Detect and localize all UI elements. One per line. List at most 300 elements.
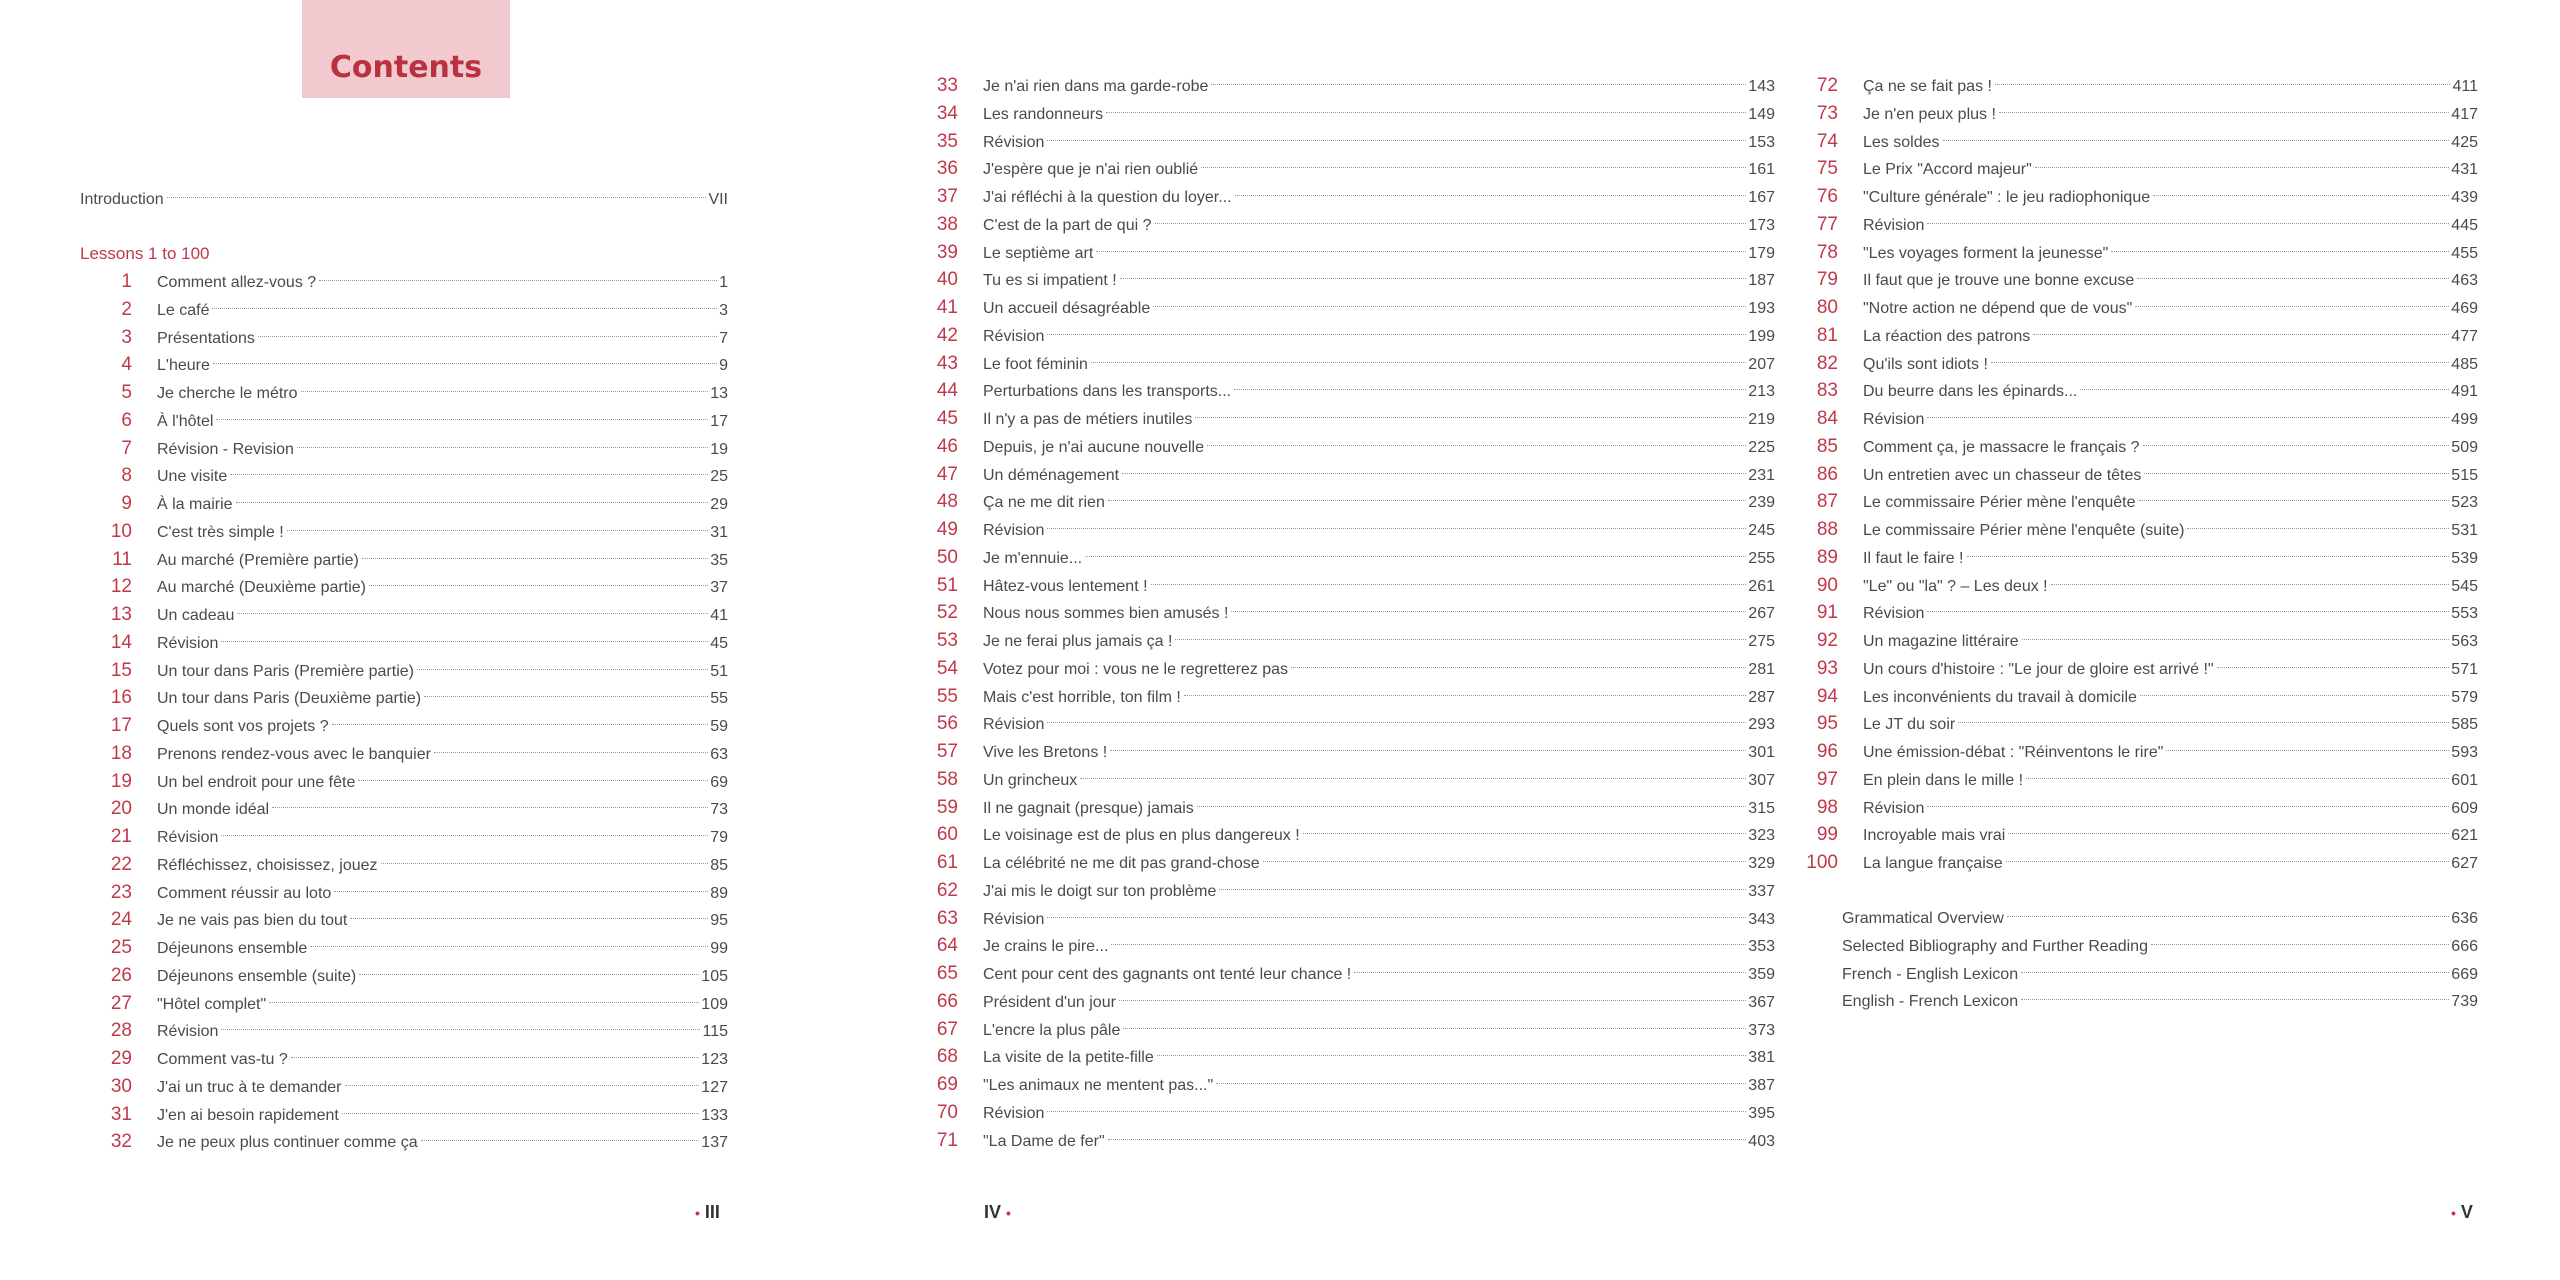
lesson-entry[interactable] (906, 544, 1775, 572)
lesson-number: 44 (936, 380, 958, 402)
lesson-entry[interactable] (80, 296, 728, 324)
dot-leader (1219, 889, 1746, 890)
dot-leader (1085, 556, 1746, 557)
back-matter-title: French - English Lexicon (1842, 965, 2019, 983)
dot-leader (221, 835, 708, 836)
lesson-entry[interactable] (1786, 683, 2478, 711)
lesson-entry[interactable] (80, 324, 728, 352)
back-matter-title: Grammatical Overview (1842, 910, 2004, 927)
lesson-entry[interactable] (906, 960, 1775, 988)
lesson-number: 76 (1816, 186, 1838, 207)
lesson-page: 329 (1748, 855, 1775, 872)
lesson-number: 1 (121, 271, 132, 292)
lesson-page: 373 (1748, 1021, 1775, 1039)
lesson-page: 153 (1748, 133, 1775, 151)
lesson-title: "Hôtel complet" (157, 995, 267, 1013)
lesson-entry[interactable] (80, 906, 728, 934)
lesson-number: 53 (936, 630, 958, 651)
dot-leader (2022, 639, 2450, 640)
lesson-page: 63 (710, 745, 728, 763)
dot-leader (1927, 806, 2449, 807)
dot-leader (358, 780, 708, 781)
dot-leader (2217, 667, 2450, 668)
lesson-page: 143 (1748, 78, 1775, 95)
lesson-entry[interactable] (1786, 821, 2478, 849)
dot-leader (350, 918, 708, 919)
lesson-entry[interactable] (80, 795, 728, 823)
lesson-page: 417 (2451, 105, 2478, 123)
lesson-entry[interactable] (1786, 405, 2478, 433)
lesson-number: 63 (936, 907, 958, 929)
lesson-number: 40 (936, 269, 958, 291)
lesson-entry[interactable] (1786, 100, 2478, 128)
lesson-page: 353 (1748, 938, 1775, 956)
dot-leader (417, 669, 708, 670)
lesson-page: 571 (2451, 660, 2478, 678)
lesson-number: 24 (110, 909, 132, 931)
lesson-entry[interactable] (80, 573, 728, 601)
lesson-title: Révision (983, 327, 1045, 345)
lesson-entry[interactable] (80, 629, 728, 657)
dot-leader (1047, 528, 1746, 529)
lesson-entry[interactable] (906, 849, 1775, 877)
lesson-page: 287 (1748, 688, 1775, 706)
dot-leader (1234, 389, 1746, 390)
lesson-entry[interactable] (80, 490, 728, 518)
lesson-entry[interactable] (906, 1043, 1775, 1071)
dot-leader (1999, 112, 2449, 113)
dot-leader (2151, 944, 2449, 945)
lesson-title: Un déménagement (983, 466, 1120, 484)
lesson-page: 95 (710, 912, 728, 930)
lesson-page: 115 (702, 1023, 728, 1041)
dot-leader (2144, 473, 2449, 474)
back-matter-page: 739 (2451, 993, 2478, 1011)
lesson-entry[interactable] (906, 461, 1775, 489)
lesson-page: 149 (1748, 105, 1775, 123)
lesson-entry[interactable] (80, 601, 728, 629)
lesson-number: 64 (936, 935, 958, 957)
lesson-title: "La Dame de fer" (983, 1132, 1105, 1150)
lesson-page: 127 (701, 1078, 728, 1096)
lesson-page: 337 (1748, 882, 1775, 900)
lesson-number: 3 (121, 326, 132, 348)
lesson-entry[interactable] (80, 435, 728, 463)
lesson-title: "Les voyages forment la jeunesse" (1863, 244, 2109, 262)
lesson-entry[interactable] (80, 351, 728, 379)
lesson-entry[interactable] (1786, 322, 2478, 350)
lesson-title: Un bel endroit pour une fête (157, 773, 356, 791)
lesson-number: 15 (110, 659, 132, 681)
lesson-entry[interactable] (80, 879, 728, 907)
lesson-number: 18 (110, 742, 132, 764)
back-matter-entry[interactable] (1842, 933, 2478, 961)
lesson-number: 57 (936, 741, 958, 762)
lesson-number: 82 (1816, 352, 1838, 374)
lesson-entry[interactable] (1786, 183, 2478, 211)
lesson-page: 307 (1748, 771, 1775, 789)
dot-leader (1927, 223, 2449, 224)
lesson-entry[interactable] (1786, 377, 2478, 405)
lesson-entry[interactable] (80, 934, 728, 962)
lesson-entry[interactable] (1786, 794, 2478, 822)
lesson-entry[interactable] (80, 823, 728, 851)
lesson-entry[interactable] (906, 572, 1775, 600)
dot-leader (1080, 778, 1746, 779)
lesson-page: 31 (710, 523, 728, 541)
lesson-page: 45 (710, 634, 728, 652)
lesson-title: Je m'ennuie... (983, 549, 1083, 567)
lesson-number: 98 (1816, 796, 1838, 818)
lesson-title: Un entretien avec un chasseur de têtes (1863, 466, 2142, 484)
lesson-entry[interactable] (1786, 516, 2478, 544)
lesson-entry[interactable] (906, 405, 1775, 433)
lesson-page: 207 (1748, 355, 1775, 373)
lesson-entry[interactable] (80, 684, 728, 712)
lesson-entry[interactable] (80, 379, 728, 407)
lesson-entry[interactable] (1786, 738, 2478, 766)
dot-leader (2007, 916, 2449, 917)
lesson-entry[interactable] (906, 322, 1775, 350)
lesson-title: Le JT du soir (1863, 716, 1956, 734)
dot-leader (1184, 695, 1747, 696)
lesson-entry[interactable] (80, 268, 728, 296)
lesson-page: 381 (1748, 1049, 1775, 1067)
lesson-entry[interactable] (906, 183, 1775, 211)
lesson-title: Déjeunons ensemble (suite) (157, 967, 357, 985)
lesson-entry[interactable] (906, 932, 1775, 960)
lesson-entry[interactable] (906, 516, 1775, 544)
lesson-page: 315 (1748, 799, 1775, 817)
lesson-number: 19 (110, 770, 132, 792)
lesson-number: 26 (110, 964, 132, 986)
lesson-entry[interactable] (1786, 239, 2478, 267)
lesson-title: À la mairie (157, 496, 233, 513)
lesson-title: Révision (1863, 605, 1925, 623)
lesson-number: 35 (936, 130, 958, 152)
lesson-entry[interactable] (80, 851, 728, 879)
lesson-entry[interactable] (906, 211, 1775, 239)
lesson-number: 13 (110, 604, 132, 625)
dot-leader (297, 447, 708, 448)
lesson-page: 395 (1748, 1104, 1775, 1122)
lesson-entry[interactable] (80, 407, 728, 435)
lesson-number: 77 (1816, 213, 1838, 235)
lesson-entry[interactable] (906, 627, 1775, 655)
folio-number: IV (984, 1202, 1002, 1222)
lesson-title: Au marché (Première partie) (157, 551, 359, 569)
lesson-number: 14 (110, 631, 132, 653)
lesson-page: 491 (2451, 383, 2478, 401)
lesson-number: 8 (121, 465, 132, 487)
lesson-entry[interactable] (80, 1017, 728, 1045)
lesson-page: 387 (1748, 1077, 1775, 1094)
dot-leader (301, 391, 709, 392)
lesson-page: 515 (2451, 466, 2478, 484)
page-right (1706, 0, 2560, 1280)
dot-leader (1047, 917, 1746, 918)
lesson-page: 25 (710, 468, 728, 486)
dot-leader (216, 419, 708, 420)
lesson-entry[interactable] (1786, 461, 2478, 489)
lesson-number: 22 (110, 853, 132, 875)
lesson-page: 539 (2451, 549, 2478, 567)
lesson-title: Présentations (157, 329, 255, 347)
dot-leader (1153, 306, 1746, 307)
lesson-page: 173 (1748, 216, 1775, 234)
lesson-entry[interactable] (80, 546, 728, 574)
lesson-entry[interactable] (1786, 294, 2478, 322)
lesson-entry[interactable] (80, 768, 728, 796)
lesson-entry[interactable] (906, 100, 1775, 128)
dot-leader (1927, 417, 2449, 418)
lesson-number: 87 (1816, 491, 1838, 513)
lesson-entry[interactable] (906, 488, 1775, 516)
lesson-number: 83 (1816, 380, 1838, 402)
lesson-page: 275 (1748, 633, 1775, 650)
lesson-entry[interactable] (1786, 128, 2478, 156)
lesson-entry[interactable] (906, 72, 1775, 100)
dot-leader (287, 530, 709, 531)
lesson-page: 563 (2451, 633, 2478, 650)
back-matter-page: 669 (2451, 965, 2478, 983)
lesson-page: 137 (701, 1134, 728, 1152)
lesson-page: 439 (2451, 189, 2478, 206)
lesson-number: 30 (110, 1075, 132, 1097)
dot-leader (319, 280, 717, 281)
lesson-page: 445 (2451, 216, 2478, 234)
lesson-page: 261 (1748, 577, 1775, 595)
lesson-entry[interactable] (80, 462, 728, 490)
lesson-entry[interactable] (906, 738, 1775, 766)
lesson-title: "Les animaux ne mentent pas..." (983, 1077, 1214, 1094)
back-matter-entry[interactable] (1842, 961, 2478, 989)
lesson-title: Je n'ai rien dans ma garde-robe (983, 78, 1209, 95)
lesson-title: Un magazine littéraire (1863, 633, 2019, 650)
back-matter-entry[interactable] (1842, 988, 2478, 1016)
dot-leader (381, 863, 709, 864)
lesson-entry[interactable] (80, 740, 728, 768)
dot-leader (291, 1057, 700, 1058)
back-matter-page: 666 (2451, 937, 2478, 955)
lesson-entry[interactable] (1786, 766, 2478, 794)
lesson-title: Qu'ils sont idiots ! (1863, 355, 1988, 373)
lesson-entry[interactable] (80, 518, 728, 546)
lesson-number: 20 (110, 798, 132, 820)
introduction-entry[interactable] (80, 186, 728, 214)
lesson-title: Un tour dans Paris (Deuxième partie) (157, 690, 422, 708)
lesson-number: 2 (121, 298, 132, 320)
lesson-page: 55 (710, 690, 728, 708)
lesson-title: Un grincheux (983, 771, 1078, 789)
lesson-entry[interactable] (906, 988, 1775, 1016)
lesson-entry[interactable] (1786, 655, 2478, 683)
lesson-number: 36 (936, 158, 958, 180)
back-matter-title: Selected Bibliography and Further Reading (1842, 937, 2148, 955)
dot-leader (1047, 140, 1746, 141)
lesson-entry[interactable] (906, 1099, 1775, 1127)
lesson-entry[interactable] (80, 1101, 728, 1129)
lesson-entry[interactable] (906, 266, 1775, 294)
lesson-number: 86 (1816, 463, 1838, 485)
lesson-title: Je n'en peux plus ! (1863, 105, 1996, 123)
lesson-title: Depuis, je n'ai aucune nouvelle (983, 438, 1204, 456)
lesson-page: 301 (1748, 744, 1775, 761)
lesson-entry[interactable] (80, 657, 728, 685)
folio-bullet: • (1006, 1205, 1011, 1221)
lesson-title: Déjeunons ensemble (157, 940, 308, 957)
dot-leader (2035, 167, 2450, 168)
dot-leader (1216, 1083, 1746, 1084)
lesson-entry[interactable] (906, 710, 1775, 738)
lesson-number: 90 (1816, 574, 1838, 596)
lesson-entry[interactable] (1786, 599, 2478, 627)
dot-leader (2111, 251, 2449, 252)
lesson-number: 96 (1816, 741, 1838, 762)
lesson-number: 70 (936, 1101, 958, 1123)
lesson-number: 75 (1816, 158, 1838, 180)
back-matter-title: English - French Lexicon (1842, 993, 2019, 1011)
lesson-entry[interactable] (906, 155, 1775, 183)
lesson-page: 219 (1748, 411, 1775, 428)
lesson-entry[interactable] (906, 794, 1775, 822)
lesson-title: Mais c'est horrible, ton film ! (983, 688, 1181, 706)
lesson-number: 52 (936, 602, 958, 624)
lesson-entry[interactable] (906, 433, 1775, 461)
lesson-number: 43 (936, 352, 958, 374)
lesson-title: À l'hôtel (157, 412, 214, 430)
back-matter-page: 636 (2451, 910, 2478, 927)
lesson-number: 33 (936, 75, 958, 96)
dot-leader (1195, 417, 1746, 418)
lesson-title: L'encre la plus pâle (983, 1021, 1121, 1039)
lesson-title: Révision (157, 1023, 219, 1041)
lesson-entry[interactable] (906, 683, 1775, 711)
lesson-entry[interactable] (906, 905, 1775, 933)
page-title: Contents (329, 50, 483, 85)
lesson-title: J'ai mis le doigt sur ton problème (983, 882, 1217, 900)
lesson-title: J'en ai besoin rapidement (157, 1106, 339, 1124)
lesson-entry[interactable] (1786, 849, 2478, 877)
lesson-number: 4 (121, 354, 132, 376)
lesson-entry[interactable] (1786, 544, 2478, 572)
lesson-number: 49 (936, 519, 958, 540)
lesson-entry[interactable] (906, 877, 1775, 905)
lesson-page: 463 (2451, 272, 2478, 290)
lesson-entry[interactable] (1786, 266, 2478, 294)
dot-leader (2153, 195, 2449, 196)
lesson-entry[interactable] (1786, 627, 2478, 655)
lesson-title: Je ne ferai plus jamais ça ! (983, 633, 1173, 650)
lesson-entry[interactable] (906, 1127, 1775, 1155)
lesson-entry[interactable] (1786, 155, 2478, 183)
lesson-page: 35 (710, 551, 728, 569)
lesson-entry[interactable] (906, 599, 1775, 627)
lesson-page: 59 (710, 718, 728, 735)
lessons-section-label: Lessons 1 to 100 (80, 244, 210, 263)
dot-leader (369, 585, 708, 586)
page-number-right (2451, 1202, 2473, 1223)
lesson-title: En plein dans le mille ! (1863, 771, 2024, 789)
lesson-title: Je ne peux plus continuer comme ça (157, 1134, 418, 1152)
lesson-entry[interactable] (80, 962, 728, 990)
lesson-title: Les inconvénients du travail à domicile (1863, 688, 2137, 706)
lesson-entry[interactable] (906, 350, 1775, 378)
lesson-number: 54 (936, 657, 958, 679)
lesson-number: 50 (936, 546, 958, 568)
lesson-entry[interactable] (1786, 488, 2478, 516)
lesson-page: 109 (701, 995, 728, 1013)
dot-leader (334, 891, 708, 892)
dot-leader (359, 974, 699, 975)
lesson-entry[interactable] (1786, 710, 2478, 738)
lesson-title: L'heure (157, 357, 210, 375)
lesson-number: 55 (936, 685, 958, 707)
dot-leader (1263, 861, 1747, 862)
lesson-entry[interactable] (906, 294, 1775, 322)
lesson-number: 41 (936, 297, 958, 318)
lesson-title: Je ne vais pas bien du tout (157, 912, 348, 930)
lesson-page: 99 (710, 940, 728, 957)
lesson-entry[interactable] (906, 766, 1775, 794)
lesson-number: 45 (936, 408, 958, 429)
lesson-number: 6 (121, 409, 132, 431)
lesson-entry[interactable] (906, 377, 1775, 405)
lesson-entry[interactable] (1786, 572, 2478, 600)
lesson-number: 12 (110, 576, 132, 598)
dot-leader (1108, 500, 1746, 501)
lesson-title: Révision (1863, 411, 1925, 428)
lesson-page: 431 (2451, 161, 2478, 179)
dot-leader (2166, 750, 2449, 751)
lesson-title: Comment ça, je massacre le français ? (1863, 438, 2140, 456)
lesson-entry[interactable] (906, 821, 1775, 849)
lesson-entry[interactable] (906, 1016, 1775, 1044)
dot-leader (2021, 972, 2449, 973)
lesson-page: 477 (2451, 327, 2478, 345)
lesson-entry[interactable] (906, 1071, 1775, 1099)
lesson-entry[interactable] (80, 1128, 728, 1156)
back-matter-entry[interactable] (1842, 905, 2478, 933)
dot-leader (236, 502, 709, 503)
lesson-number: 11 (112, 548, 132, 570)
lesson-entry[interactable] (80, 1073, 728, 1101)
lesson-page: 231 (1748, 466, 1775, 484)
lesson-entry[interactable] (80, 712, 728, 740)
lesson-page: 193 (1748, 300, 1775, 317)
lesson-entry[interactable] (1786, 350, 2478, 378)
dot-leader (1155, 223, 1747, 224)
lesson-entry[interactable] (906, 655, 1775, 683)
lesson-page: 51 (710, 662, 728, 680)
lesson-number: 34 (936, 102, 958, 124)
lesson-entry[interactable] (1786, 72, 2478, 100)
lesson-entry[interactable] (1786, 211, 2478, 239)
lesson-title: Le commissaire Périer mène l'enquête (1863, 494, 2136, 512)
lesson-entry[interactable] (906, 239, 1775, 267)
lesson-number: 32 (110, 1131, 132, 1153)
lesson-number: 92 (1816, 630, 1838, 651)
lesson-entry[interactable] (80, 1045, 728, 1073)
lesson-page: 41 (710, 607, 728, 624)
lesson-number: 59 (936, 796, 958, 818)
lesson-entry[interactable] (1786, 433, 2478, 461)
lesson-title: Révision (1863, 216, 1925, 234)
lesson-entry[interactable] (80, 990, 728, 1018)
lesson-page: 531 (2451, 522, 2478, 539)
lesson-entry[interactable] (906, 128, 1775, 156)
lesson-title: La langue française (1863, 855, 2003, 872)
